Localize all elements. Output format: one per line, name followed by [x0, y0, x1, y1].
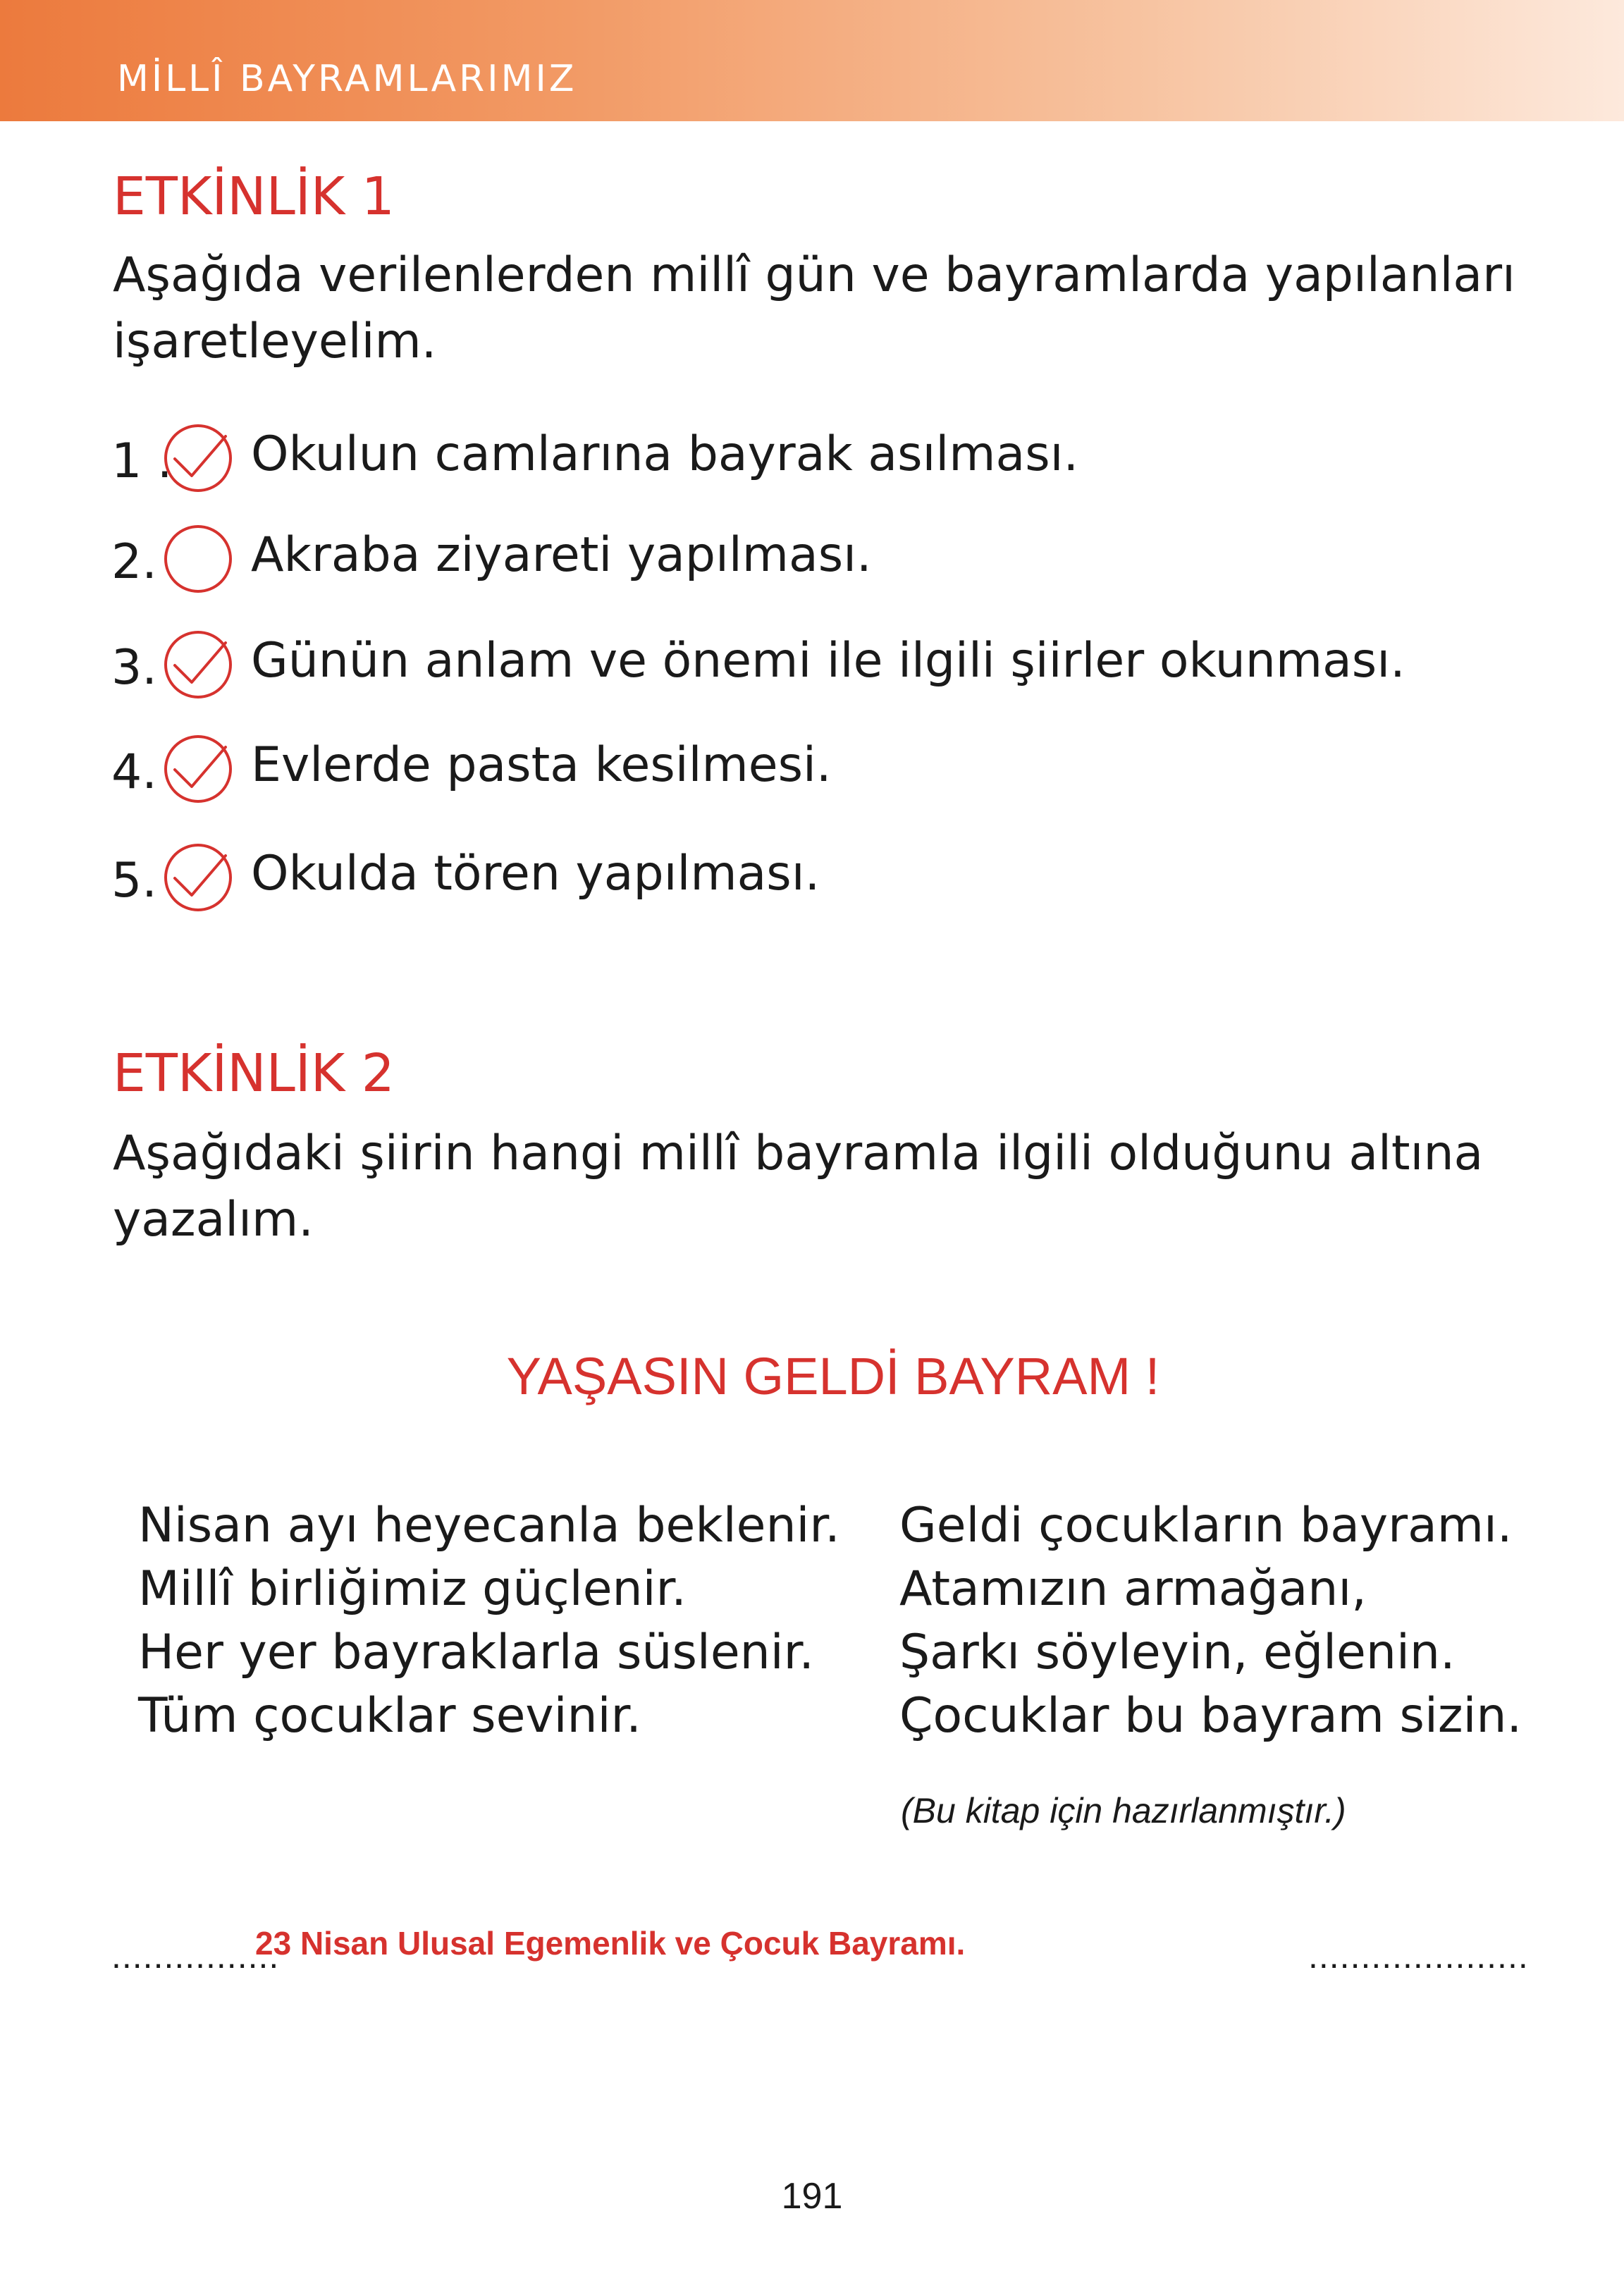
- poem-left-stanza: [138, 1494, 840, 1748]
- checklist-item-1: [0, 419, 1624, 504]
- checklist-item-3: [0, 626, 1624, 710]
- checked-circle-icon[interactable]: [159, 419, 237, 497]
- checked-circle-icon[interactable]: [159, 730, 237, 808]
- item-number: 5.: [111, 853, 157, 909]
- answer-dots-left: ................: [111, 1936, 280, 1976]
- poem-line: Atamızın armağanı,: [899, 1561, 1367, 1617]
- checklist-item-5: [0, 839, 1624, 923]
- poem-line: Millî birliğimiz güçlenir.: [138, 1561, 687, 1617]
- item-text: Okulda tören yapılması.: [251, 846, 820, 901]
- item-text: Evlerde pasta kesilmesi.: [251, 737, 832, 793]
- activity-1-instruction: [113, 242, 1522, 375]
- empty-circle-icon[interactable]: [159, 520, 237, 598]
- item-number: 1 .: [111, 433, 173, 489]
- poem-line: Çocuklar bu bayram sizin.: [899, 1688, 1522, 1744]
- poem-title: YAŞASIN GELDİ BAYRAM !: [506, 1347, 1160, 1405]
- activity-1-instruction-line-1: Aşağıda verilenlerden millî gün ve bayramlarda yapılanları: [113, 247, 1515, 303]
- checked-circle-icon[interactable]: [159, 626, 237, 703]
- page-number: 191: [781, 2176, 843, 2217]
- page-header-title: MİLLÎ BAYRAMLARIMIZ: [117, 58, 577, 100]
- activity-2-instruction: [113, 1121, 1522, 1253]
- activity-1-heading: ETKİNLİK 1: [113, 166, 395, 227]
- poem-line: Her yer bayraklarla süslenir.: [138, 1625, 814, 1680]
- poem-line: Nisan ayı heyecanla beklenir.: [138, 1498, 840, 1553]
- answer-dots-right: .....................: [1308, 1936, 1529, 1976]
- poem-line: Şarkı söyleyin, eğlenin.: [899, 1625, 1456, 1680]
- poem-line: Geldi çocukların bayramı.: [899, 1498, 1513, 1553]
- activity-2-instruction-line-1: Aşağıdaki şiirin hangi millî bayramla ilgili olduğunu altına: [113, 1126, 1484, 1181]
- checklist-item-4: [0, 730, 1624, 815]
- item-number: 4.: [111, 744, 157, 800]
- poem-right-stanza: [899, 1494, 1522, 1748]
- item-number: 3.: [111, 640, 157, 696]
- activity-1-instruction-line-2: işaretleyelim.: [113, 314, 437, 369]
- answer-text[interactable]: 23 Nisan Ulusal Egemenlik ve Çocuk Bayramı.: [255, 1925, 966, 1962]
- checklist-item-2: [0, 520, 1624, 605]
- poem-source: (Bu kitap için hazırlanmıştır.): [901, 1791, 1346, 1830]
- item-text: Akraba ziyareti yapılması.: [251, 527, 872, 583]
- checked-circle-icon[interactable]: [159, 839, 237, 916]
- item-number: 2.: [111, 534, 157, 590]
- item-text: Günün anlam ve önemi ile ilgili şiirler okunması.: [251, 633, 1405, 689]
- item-text: Okulun camlarına bayrak asılması.: [251, 426, 1079, 482]
- activity-2-heading: ETKİNLİK 2: [113, 1043, 395, 1104]
- activity-2-instruction-line-2: yazalım.: [113, 1192, 314, 1248]
- poem-line: Tüm çocuklar sevinir.: [138, 1688, 641, 1744]
